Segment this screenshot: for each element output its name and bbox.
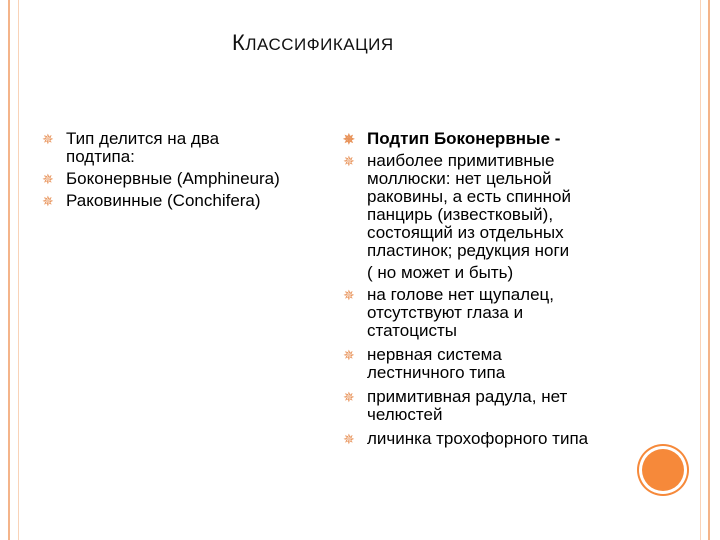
right-item-5 xyxy=(343,388,612,424)
right-item-2-continuation: ( но может и быть) xyxy=(367,263,514,282)
right-item-1 xyxy=(343,130,643,148)
left-item-2-text: Боконервные (Amphineura) xyxy=(66,169,280,188)
slide-title xyxy=(232,30,394,56)
right-column xyxy=(343,130,643,448)
bullet-icon xyxy=(343,132,357,146)
bullet-icon xyxy=(343,432,357,446)
right-item-3-text: на голове нет щупалец, отсутствуют глаза и статоцисты xyxy=(367,285,555,340)
right-item-4-text: нервная система лестничного типа xyxy=(367,345,506,382)
left-item-3-text: Раковинные (Conchifera) xyxy=(66,191,261,210)
left-item-1-text: Тип делится на два подтипа: xyxy=(66,129,220,166)
title-rest: ЛАССИФИКАЦИЯ xyxy=(245,35,394,54)
left-item-1 xyxy=(42,130,266,166)
right-item-3 xyxy=(343,286,597,340)
bullet-icon xyxy=(343,288,357,302)
bullet-icon xyxy=(343,154,357,168)
right-item-6 xyxy=(343,430,657,448)
title-first-letter: К xyxy=(232,30,246,55)
left-item-2 xyxy=(42,170,332,188)
bullet-icon xyxy=(42,172,56,186)
frame-left-line-inner xyxy=(18,0,19,540)
decorative-orange-circle xyxy=(642,449,684,491)
bullet-icon xyxy=(42,132,56,146)
frame-right-line xyxy=(708,0,710,540)
right-item-5-text: примитивная радула, нет челюстей xyxy=(367,387,568,424)
right-item-2 xyxy=(343,152,597,260)
right-item-1-text: Подтип Боконервные - xyxy=(367,129,561,148)
left-item-3 xyxy=(42,192,332,210)
bullet-icon xyxy=(42,194,56,208)
bullet-icon xyxy=(343,390,357,404)
right-item-2-text: наиболее примитивные моллюски: нет цельной раковины, а есть спинной панцирь (известковый), состоящий из отдельных пластинок; редукция ноги xyxy=(367,151,571,260)
frame-left-line xyxy=(8,0,10,540)
bullet-icon xyxy=(343,348,357,362)
right-item-6-text: личинка трохофорного типа xyxy=(367,429,589,448)
left-column xyxy=(42,130,332,210)
frame-right-line-inner xyxy=(700,0,701,540)
right-item-4 xyxy=(343,346,567,382)
